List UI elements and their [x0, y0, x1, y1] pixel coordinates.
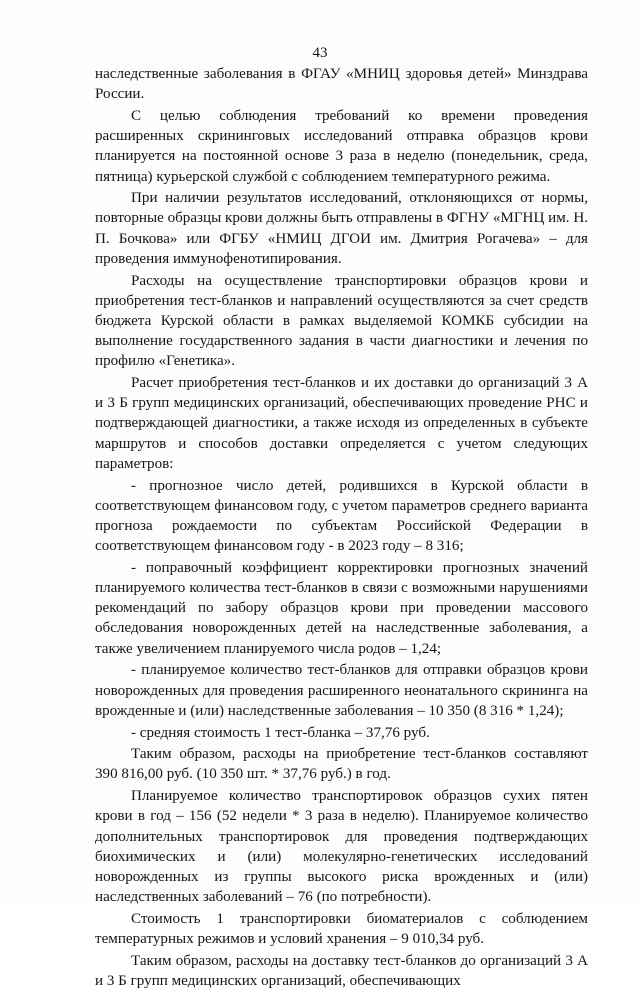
paragraph: Расчет приобретения тест-бланков и их доставки до организаций 3 А и 3 Б групп медицинских организаций, обеспечивающих проведение РНС и подтверждающей диагностики, а также исходя из определенных в субъекте маршрутов и способов доставки определяется с учетом следующих параметров:: [95, 375, 588, 472]
paragraph: Стоимость 1 транспортировки биоматериалов с соблюдением температурных режимов и условий хранения – 9 010,34 руб.: [95, 910, 588, 948]
paragraph: наследственные заболевания в ФГАУ «МНИЦ здоровья детей» Минздрава России.: [95, 66, 588, 103]
list-item: - планируемое количество тест-бланков для отправки образцов крови новорожденных для проведения расширенного неонатального скрининга на врожденные и (или) наследственные заболевания – 10 350 (8 316 * 1,24);: [95, 662, 588, 719]
page-number: 43: [312, 45, 328, 61]
list-item: - средняя стоимость 1 тест-бланка – 37,76 руб.: [131, 724, 430, 741]
paragraph: Расходы на осуществление транспортировки образцов крови и приобретения тест-бланков и направлений осуществляются за счет средств бюджета Курской области в рамках выделяемой КОМКБ субсидии на выполнение государственного задания в части диагностики и лечения по профилю «Генетика».: [95, 272, 588, 370]
paragraph: Таким образом, расходы на доставку тест-бланков до организаций 3 А и 3 Б групп медицинских организаций, обеспечивающих: [95, 952, 588, 989]
list-item: - поправочный коэффициент корректировки прогнозных значений планируемого количества тест-бланков в связи с возможными нарушениями рекомендаций по забору образцов крови при проведении массового обследования новорожденных детей на наследственные заболевания, а также увеличением планируемого числа родов – 1,24;: [95, 559, 588, 657]
paragraph: С целью соблюдения требований ко времени проведения расширенных скрининговых исследований отправка образцов крови планируется на постоянной основе 3 раза в неделю (понедельник, среда, пятница) курьерской службой с соблюдением температурного режима.: [95, 107, 588, 185]
body-text: [95, 64, 588, 993]
paragraph: При наличии результатов исследований, отклоняющихся от нормы, повторные образцы крови должны быть отправлены в ФГНУ «МГНЦ им. Н. П. Бочкова» или ФГБУ «НМИЦ ДГОИ им. Дмитрия Рогачева» – для проведения иммунофенотипирования.: [95, 190, 588, 267]
paragraph: Планируемое количество транспортировок образцов сухих пятен крови в год – 156 (52 недели * 3 раза в неделю). Планируемое количество дополнительных транспортировок для проведения подтверждающих биохимических и (или) молекулярно-генетических исследований новорожденных из группы высокого риска врожденных и (или) наследственных заболеваний – 76 (по потребности).: [95, 788, 588, 906]
paragraph: Таким образом, расходы на приобретение тест-бланков составляют 390 816,00 руб. (10 350 шт. * 37,76 руб.) в год.: [95, 746, 588, 783]
list-item: - прогнозное число детей, родившихся в Курской области в соответствующем финансовом году, с учетом параметров среднего варианта прогноза рождаемости по субъектам Российской Федерации в соответствующем финансовом году - в 2023 году – 8 316;: [95, 477, 588, 555]
